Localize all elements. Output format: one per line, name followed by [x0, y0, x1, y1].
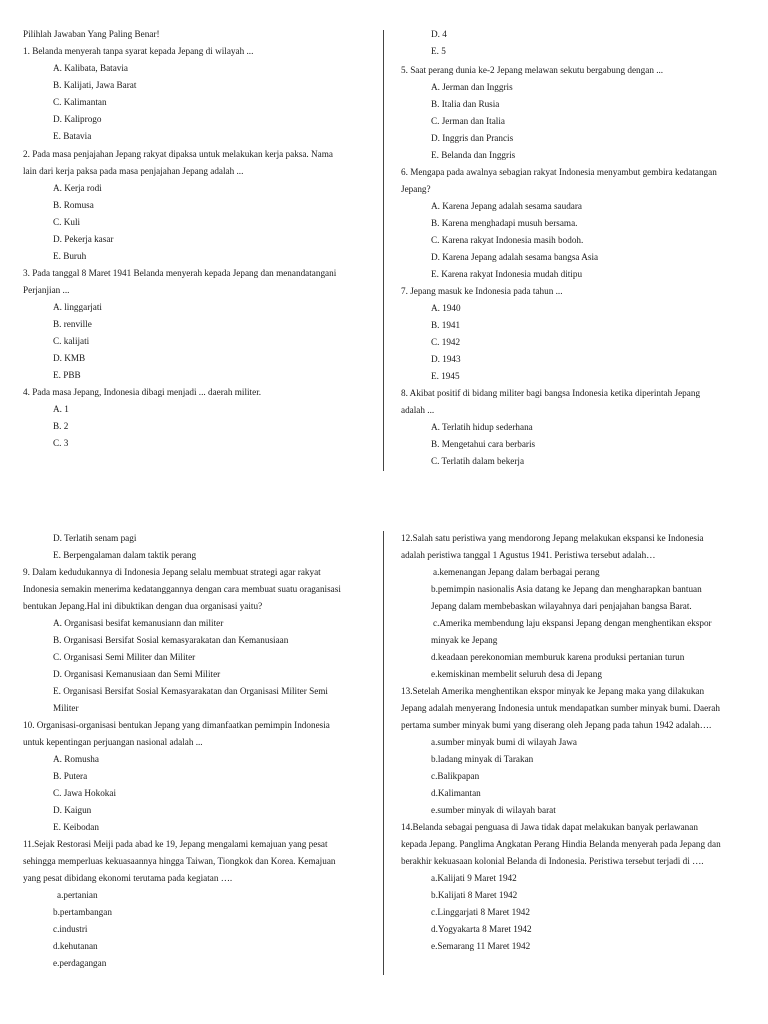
option-line: D. Inggris dan Prancis — [431, 133, 514, 143]
option-line: C. 3 — [53, 438, 69, 448]
question-2: 2. Pada masa penjajahan Jepang rakyat dipaksa untuk melakukan kerja paksa. Nama — [23, 149, 333, 159]
option-line: B. 1941 — [431, 320, 461, 330]
option-line: a.Kalijati 9 Maret 1942 — [431, 873, 517, 883]
option-line: A. Jerman dan Inggris — [431, 82, 513, 92]
option-line: C. Jerman dan Italia — [431, 116, 505, 126]
option-line: E. Karena rakyat Indonesia mudah ditipu — [431, 269, 583, 279]
option-line: c.Balikpapan — [431, 771, 480, 781]
option-line: D. Terlatih senam pagi — [53, 533, 137, 543]
option-line: B. Italia dan Rusia — [431, 99, 500, 109]
option-line: d.Yogyakarta 8 Maret 1942 — [431, 924, 532, 934]
option-line: c.industri — [53, 924, 88, 934]
option-line: C. Organisasi Semi Militer dan Militer — [53, 652, 196, 662]
question-8-cont: adalah ... — [401, 405, 435, 415]
option-line: C. Terlatih dalam bekerja — [431, 456, 525, 466]
question-13-cont: pertama sumber minyak bumi yang diserang oleh Jepang pada tahun 1942 adalah…. — [401, 720, 712, 730]
option-line: A. Kalibata, Batavia — [53, 63, 129, 73]
option-line: E. Buruh — [53, 251, 87, 261]
option-line: D. Kaigun — [53, 805, 92, 815]
question-11: 11.Sejak Restorasi Meiji pada abad ke 19, Jepang mengalami kemajuan yang pesat — [23, 839, 328, 849]
option-line: E. Keibodan — [53, 822, 99, 832]
option-line: d.keadaan perekonomian memburuk karena produksi pertanian turun — [431, 652, 685, 662]
option-line: A. Kerja rodi — [53, 183, 102, 193]
option-line: e.Semarang 11 Maret 1942 — [431, 941, 531, 951]
option-line: A. linggarjati — [53, 302, 102, 312]
question-10-cont: untuk kepentingan perjuangan nasional adalah ... — [23, 737, 203, 747]
option-line: C. kalijati — [53, 336, 90, 346]
question-13-cont: Jepang adalah menyerang Indonesia untuk mendapatkan sumber minyak bumi. Daerah — [401, 703, 720, 713]
option-line-cont: minyak ke Jepang — [431, 635, 498, 645]
option-line: D. 4 — [431, 29, 447, 39]
instruction-text: Pilihlah Jawaban Yang Paling Benar! — [23, 29, 160, 39]
option-line: b.pertambangan — [53, 907, 112, 917]
option-line: A. Organisasi besifat kemanusiann dan militer — [53, 618, 224, 628]
question-11-cont: yang pesat dibidang ekonomi terutama pada kegiatan …. — [23, 873, 233, 883]
option-line: B. 2 — [53, 421, 69, 431]
option-line: B. Kalijati, Jawa Barat — [53, 80, 137, 90]
question-9-cont: bentukan Jepang.Hal ini dibuktikan dengan dua organisasi yaitu? — [23, 601, 263, 611]
option-line: C. Kalimantan — [53, 97, 107, 107]
option-line-cont: Jepang dalam membebaskan wilayahnya dari penjajahan bangsa Barat. — [431, 601, 692, 611]
option-line: c.Linggarjati 8 Maret 1942 — [431, 907, 530, 917]
option-line: c.Amerika membendung laju ekspansi Jepang dengan menghentikan ekspor — [433, 618, 712, 628]
question-7: 7. Jepang masuk ke Indonesia pada tahun ... — [401, 286, 563, 296]
question-14: 14.Belanda sebagai penguasa di Jawa tidak dapat melakukan banyak perlawanan — [401, 822, 698, 832]
option-line: E. Organisasi Bersifat Sosial Kemasyarakatan dan Organisasi Militer Semi — [53, 686, 328, 696]
option-line: B. Karena menghadapi musuh bersama. — [431, 218, 578, 228]
option-line: B. Mengetahui cara berbaris — [431, 439, 536, 449]
option-line: b.pemimpin nasionalis Asia datang ke Jepang dan mengharapkan bantuan — [431, 584, 702, 594]
question-12-cont: adalah peristiwa tanggal 1 Agustus 1941. Peristiwa tersebut adalah… — [401, 550, 656, 560]
option-line: C. 1942 — [431, 337, 461, 347]
option-line: E. Berpengalaman dalam taktik perang — [53, 550, 197, 560]
option-line: e.perdagangan — [53, 958, 107, 968]
option-line: B. Putera — [53, 771, 88, 781]
option-line: D. Pekerja kasar — [53, 234, 114, 244]
option-line: A. 1 — [53, 404, 69, 414]
option-line: B. renville — [53, 319, 92, 329]
question-14-cont: berakhir kekuasaan kolonial Belanda di Indonesia. Peristiwa tersebut terjadi di …. — [401, 856, 704, 866]
option-line: D. Kaliprogo — [53, 114, 102, 124]
option-line: e.kemiskinan membelit seluruh desa di Jepang — [431, 669, 602, 679]
option-line: B. Organisasi Bersifat Sosial kemasyarakatan dan Kemanusiaan — [53, 635, 289, 645]
option-line: C. Jawa Hokokai — [53, 788, 117, 798]
option-line-cont: Militer — [53, 703, 79, 713]
option-line: d.kehutanan — [53, 941, 98, 951]
question-3: 3. Pada tanggal 8 Maret 1941 Belanda menyerah kepada Jepang dan menandatangani — [23, 268, 337, 278]
option-line: b.Kalijati 8 Maret 1942 — [431, 890, 518, 900]
question-1: 1. Belanda menyerah tanpa syarat kepada Jepang di wilayah ... — [23, 46, 254, 56]
option-line: E. 5 — [431, 46, 446, 56]
option-line: D. Organisasi Kemanusiaan dan Semi Militer — [53, 669, 221, 679]
option-line: E. 1945 — [431, 371, 460, 381]
question-10: 10. Organisasi-organisasi bentukan Jepang yang dimanfaatkan pemimpin Indonesia — [23, 720, 330, 730]
option-line: D. 1943 — [431, 354, 461, 364]
question-3-cont: Perjanjian ... — [23, 285, 70, 295]
option-line: a.sumber minyak bumi di wilayah Jawa — [431, 737, 577, 747]
option-line: e.sumber minyak di wilayah barat — [431, 805, 556, 815]
question-4: 4. Pada masa Jepang, Indonesia dibagi menjadi ... daerah militer. — [23, 387, 262, 397]
question-8: 8. Akibat positif di bidang militer bagi bangsa Indonesia ketika diperintah Jepang — [401, 388, 701, 398]
question-12: 12.Salah satu peristiwa yang mendorong Jepang melakukan ekspansi ke Indonesia — [401, 533, 704, 543]
option-line: C. Kuli — [53, 217, 81, 227]
column-divider — [383, 30, 384, 471]
question-6-cont: Jepang? — [401, 184, 431, 194]
option-line: A. Romusha — [53, 754, 99, 764]
question-9: 9. Dalam kedudukannya di Indonesia Jepang selalu membuat strategi agar rakyat — [23, 567, 321, 577]
option-line: C. Karena rakyat Indonesia masih bodoh. — [431, 235, 584, 245]
option-line: a.pertanian — [57, 890, 98, 900]
option-line: D. KMB — [53, 353, 86, 363]
option-line: A. Terlatih hidup sederhana — [431, 422, 533, 432]
question-13: 13.Setelah Amerika menghentikan ekspor minyak ke Jepang maka yang dilakukan — [401, 686, 705, 696]
question-5: 5. Saat perang dunia ke-2 Jepang melawan sekutu bergabung dengan ... — [401, 65, 664, 75]
option-line: B. Romusa — [53, 200, 94, 210]
option-line: E. Belanda dan Inggris — [431, 150, 516, 160]
question-9-cont: Indonesia semakin menerima kedatanggannya dengan cara membuat suatu oraganisasi — [23, 584, 341, 594]
option-line: E. Batavia — [53, 131, 92, 141]
question-2-cont: lain dari kerja paksa pada masa penjajahan Jepang adalah ... — [23, 166, 244, 176]
question-11-cont: sehingga memperluas kekuasaannya hingga Taiwan, Tiongkok dan Korea. Kemajuan — [23, 856, 336, 866]
option-line: E. PBB — [53, 370, 81, 380]
option-line: A. 1940 — [431, 303, 461, 313]
question-14-cont: kepada Jepang. Panglima Angkatan Perang Hindia Belanda menyerah pada Jepang dan — [401, 839, 721, 849]
question-6: 6. Mengapa pada awalnya sebagian rakyat Indonesia menyambut gembira kedatangan — [401, 167, 717, 177]
option-line: D. Karena Jepang adalah sesama bangsa Asia — [431, 252, 599, 262]
option-line: a.kemenangan Jepang dalam berbagai perang — [433, 567, 600, 577]
column-divider — [383, 531, 384, 975]
option-line: A. Karena Jepang adalah sesama saudara — [431, 201, 583, 211]
option-line: b.ladang minyak di Tarakan — [431, 754, 534, 764]
option-line: d.Kalimantan — [431, 788, 481, 798]
